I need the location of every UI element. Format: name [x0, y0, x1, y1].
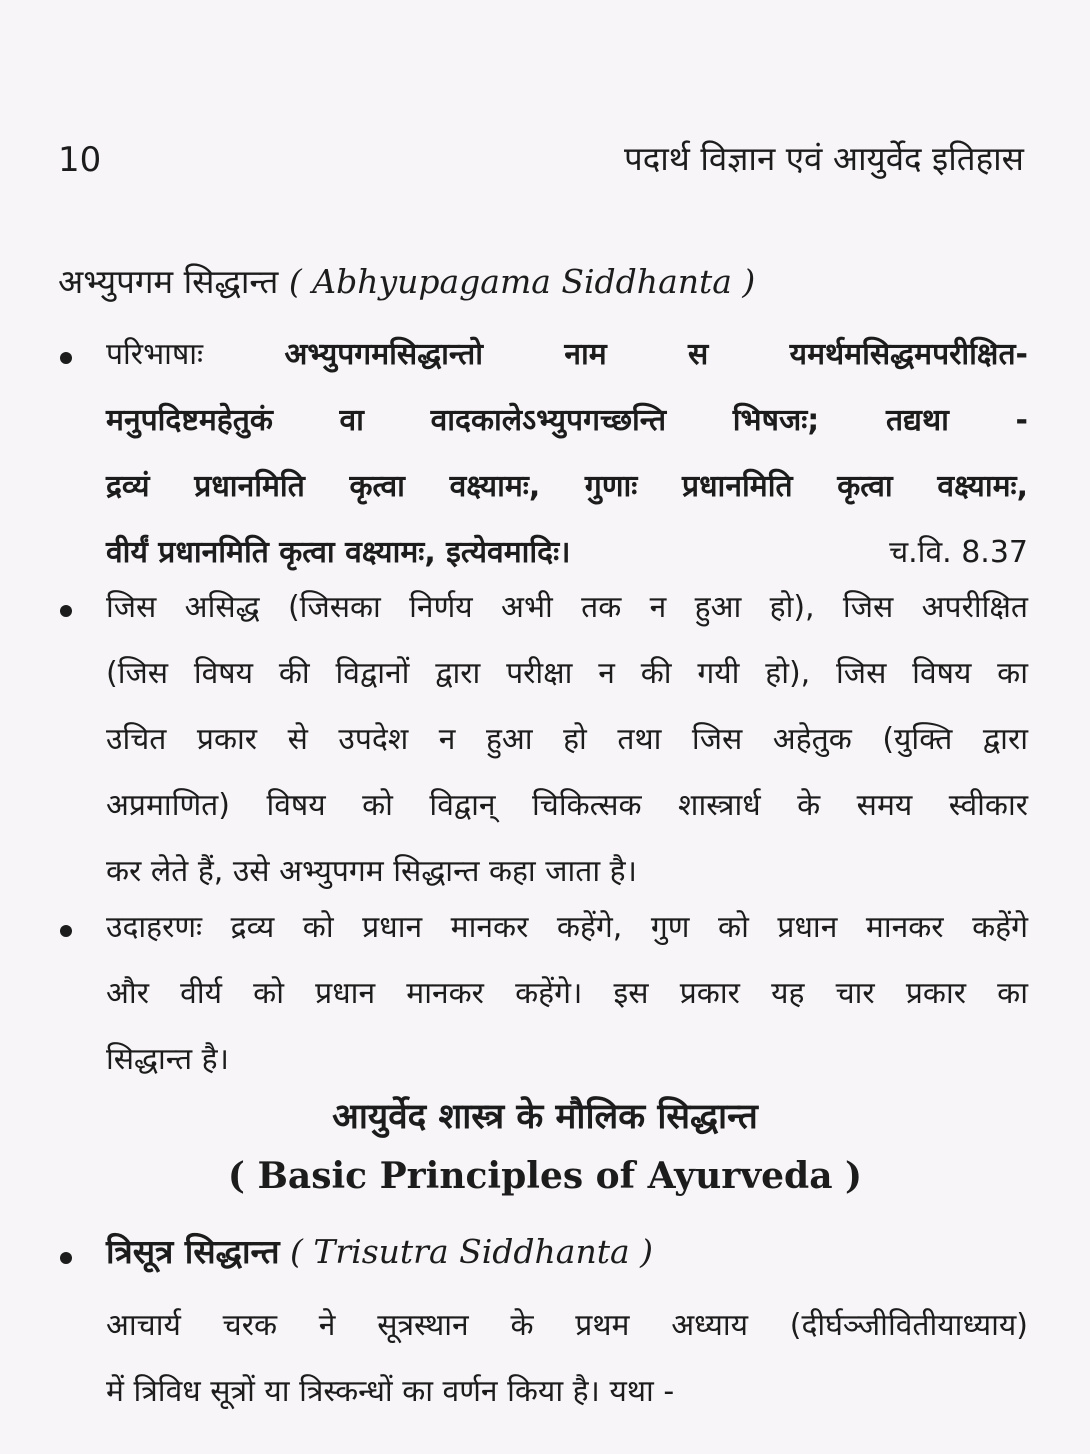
text-line: उचित प्रकार से उपदेश न हुआ हो तथा जिस अहेतुक (युक्ति द्वारा: [106, 722, 1028, 757]
running-title: पदार्थ विज्ञान एवं आयुर्वेद इतिहास: [623, 139, 1024, 178]
page-number: 10: [58, 140, 102, 180]
text-line: और वीर्य को प्रधान मानकर कहेंगे। इस प्रकार यह चार प्रकार का: [106, 976, 1028, 1011]
subheading-trisutra: [106, 1228, 653, 1273]
example-paragraph: [106, 895, 1028, 1093]
text-line: जिस असिद्ध (जिसका निर्णय अभी तक न हुआ हो), जिस अपरीक्षित: [106, 590, 1028, 625]
citation-reference: च.वि. 8.37: [889, 535, 1028, 570]
bullet-icon: [60, 925, 72, 937]
section-heading-basic-principles: आयुर्वेद शास्त्र के मौलिक सिद्धान्त: [332, 1097, 758, 1137]
text-line: सिद्धान्त है।: [106, 1042, 229, 1077]
bullet-icon: [60, 1252, 72, 1264]
text-line: परिभाषाः अभ्युपगमसिद्धान्तो नाम स यमर्थमसिद्धमपरीक्षित-: [106, 337, 1028, 372]
text-line: (जिस विषय की विद्वानों द्वारा परीक्षा न की गयी हो), जिस विषय का: [106, 656, 1028, 691]
bullet-icon: [60, 605, 72, 617]
text-line: उदाहरणः द्रव्य को प्रधान मानकर कहेंगे, गुण को प्रधान मानकर कहेंगे: [106, 910, 1028, 945]
trisutra-paragraph: [106, 1293, 1028, 1425]
bullet-icon: [60, 352, 72, 364]
text-line: में त्रिविध सूत्रों या त्रिस्कन्धों का वर्णन किया है। यथा -: [106, 1374, 675, 1409]
section-heading-abhyupagama: [58, 258, 755, 303]
text-line: वीर्यं प्रधानमिति कृत्वा वक्ष्यामः, इत्येवमादिः। च.वि. 8.37: [106, 520, 1028, 586]
text-line: अप्रमाणित) विषय को विद्वान् चिकित्सक शास्त्रार्ध के समय स्वीकार: [106, 788, 1028, 823]
text-line: कर लेते हैं, उसे अभ्युपगम सिद्धान्त कहा जाता है।: [106, 854, 637, 889]
definition-label: परिभाषाः: [106, 337, 204, 372]
text-line: आचार्य चरक ने सूत्रस्थान के प्रथम अध्याय (दीर्घञ्जीवितीयाध्याय): [106, 1308, 1028, 1343]
section-heading-latin: ( Abhyupagama Siddhanta ): [288, 262, 756, 301]
section-heading-english: ( Basic Principles of Ayurveda ): [227, 1155, 863, 1197]
definition-paragraph: [106, 322, 1028, 586]
section-heading-devanagari: अभ्युपगम सिद्धान्त: [58, 262, 279, 301]
text-line: द्रव्यं प्रधानमिति कृत्वा वक्ष्यामः, गुणाः प्रधानमिति कृत्वा वक्ष्यामः,: [106, 469, 1028, 504]
subheading-devanagari: त्रिसूत्र सिद्धान्त: [106, 1232, 280, 1271]
explanation-paragraph: [106, 575, 1028, 905]
subheading-latin: ( Trisutra Siddhanta ): [290, 1232, 654, 1271]
text-line: मनुपदिष्टमहेतुकं वा वादकालेऽभ्युपगच्छन्ति भिषजः; तद्यथा -: [106, 403, 1028, 438]
